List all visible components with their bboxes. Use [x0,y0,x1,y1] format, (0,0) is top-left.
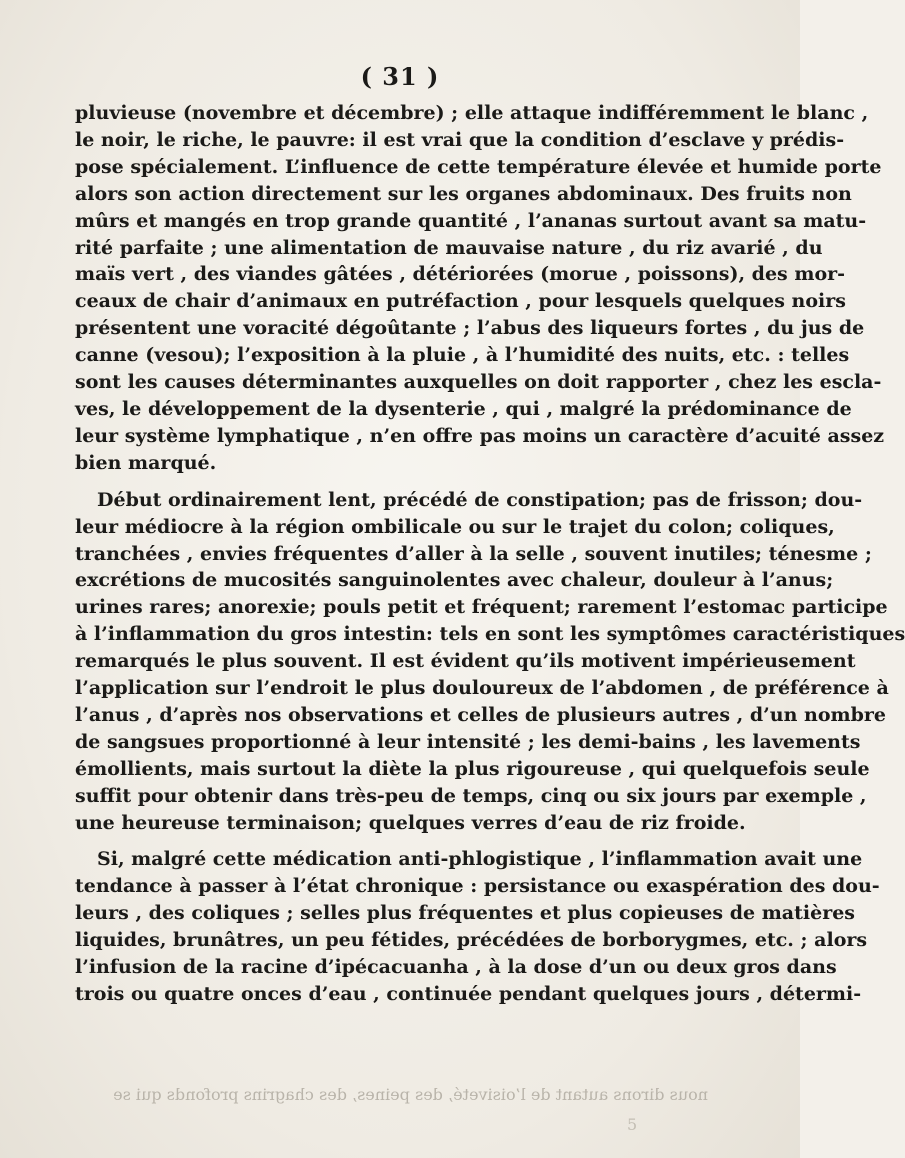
text-line: présentent une voracité dégoûtante ; l’abus des liqueurs fortes , du jus de [75,317,865,340]
text-line: émollients, mais surtout la diète la plus rigoureuse , qui quelquefois seule [75,757,870,780]
text-line: de sangsues proportionné à leur intensité ; les demi-bains , les lavements [75,730,861,753]
text-line: le noir, le riche, le pauvre: il est vrai que la condition d’esclave y prédis- [75,128,845,151]
text-line: Début ordinairement lent, précédé de constipation; pas de frisson; dou- [97,488,863,511]
page-number: ( 31 ) [360,62,440,91]
text-line: ceaux de chair d’animaux en putréfaction , pour lesquels quelques noirs [75,290,846,313]
text-line: trois ou quatre onces d’eau , continuée pendant quelques jours , détermi- [75,983,862,1005]
text-line: canne (vesou); l’exposition à la pluie , à l’humidité des nuits, etc. : telles [75,344,850,367]
text-line: Si, malgré cette médication anti-phlogistique , l’inflammation avait une [97,848,863,871]
text-line: tranchées , envies fréquentes d’aller à la selle , souvent inutiles; ténesme ; [75,542,872,565]
text-line: tendance à passer à l’état chronique : persistance ou exaspération des dou- [75,875,880,898]
text-line: l’infusion de la racine d’ipécacuanha , à la dose d’un ou deux gros dans [75,956,837,979]
text-line: leur système lymphatique , n’en offre pas moins un caractère d’acuité assez [75,424,885,447]
text-line: excrétions de mucosités sanguinolentes avec chaleur, douleur à l’anus; [75,569,834,592]
text-line: à l’inflammation du gros intestin: tels en sont les symptômes caractéristiques [75,623,905,646]
text-line: l’anus , d’après nos observations et celles de plusieurs autres , d’un nombre [75,703,886,726]
text-line: liquides, brunâtres, un peu fétides, précédées de borborygmes, etc. ; alors [75,929,868,952]
text-line: leur médiocre à la région ombilicale ou sur le trajet du colon; coliques, [75,515,835,538]
text-line: pose spécialement. L’influence de cette température élevée et humide porte [75,155,882,178]
text-line: l’application sur l’endroit le plus douloureux de l’abdomen , de préférence à [75,677,889,700]
paragraph-gap [75,477,678,487]
paragraph [75,487,905,837]
text-line: maïs vert , des viandes gâtées , détériorées (morue , poissons), des mor- [75,263,846,286]
text-line: urines rares; anorexie; pouls petit et fréquent; rarement l’estomac participe [75,596,888,619]
paragraph [75,100,885,477]
paragraph [75,846,880,1007]
text-line: mûrs et mangés en trop grande quantité , l’ananas surtout avant sa matu- [75,209,867,232]
text-line: ves, le développement de la dysenterie , qui , malgré la prédominance de [75,397,852,420]
text-line: pluvieuse (novembre et décembre) ; elle attaque indifféremment le blanc , [75,102,869,124]
text-line: alors son action directement sur les organes abdominaux. Des fruits non [75,182,852,205]
bleed-through-number: 5 [627,1115,638,1134]
bleed-through-text: nous dirons autant de l’oisiveté, des peines, des chagrins profonds qui se [113,1085,708,1104]
paragraph-gap [75,836,678,846]
text-line: remarqués le plus souvent. Il est évident qu’ils motivent impérieusement [75,650,856,673]
text-line: une heureuse terminaison; quelques verres d’eau de riz froide. [75,811,746,834]
text-line: sont les causes déterminantes auxquelles on doit rapporter , chez les escla- [75,371,882,394]
body-text [75,100,905,1008]
text-line: suffit pour obtenir dans très-peu de temps, cinq ou six jours par exemple , [75,784,867,807]
text-line: bien marqué. [75,451,217,474]
text-line: rité parfaite ; une alimentation de mauvaise nature , du riz avarié , du [75,236,823,259]
text-line: leurs , des coliques ; selles plus fréquentes et plus copieuses de matières [75,902,855,925]
